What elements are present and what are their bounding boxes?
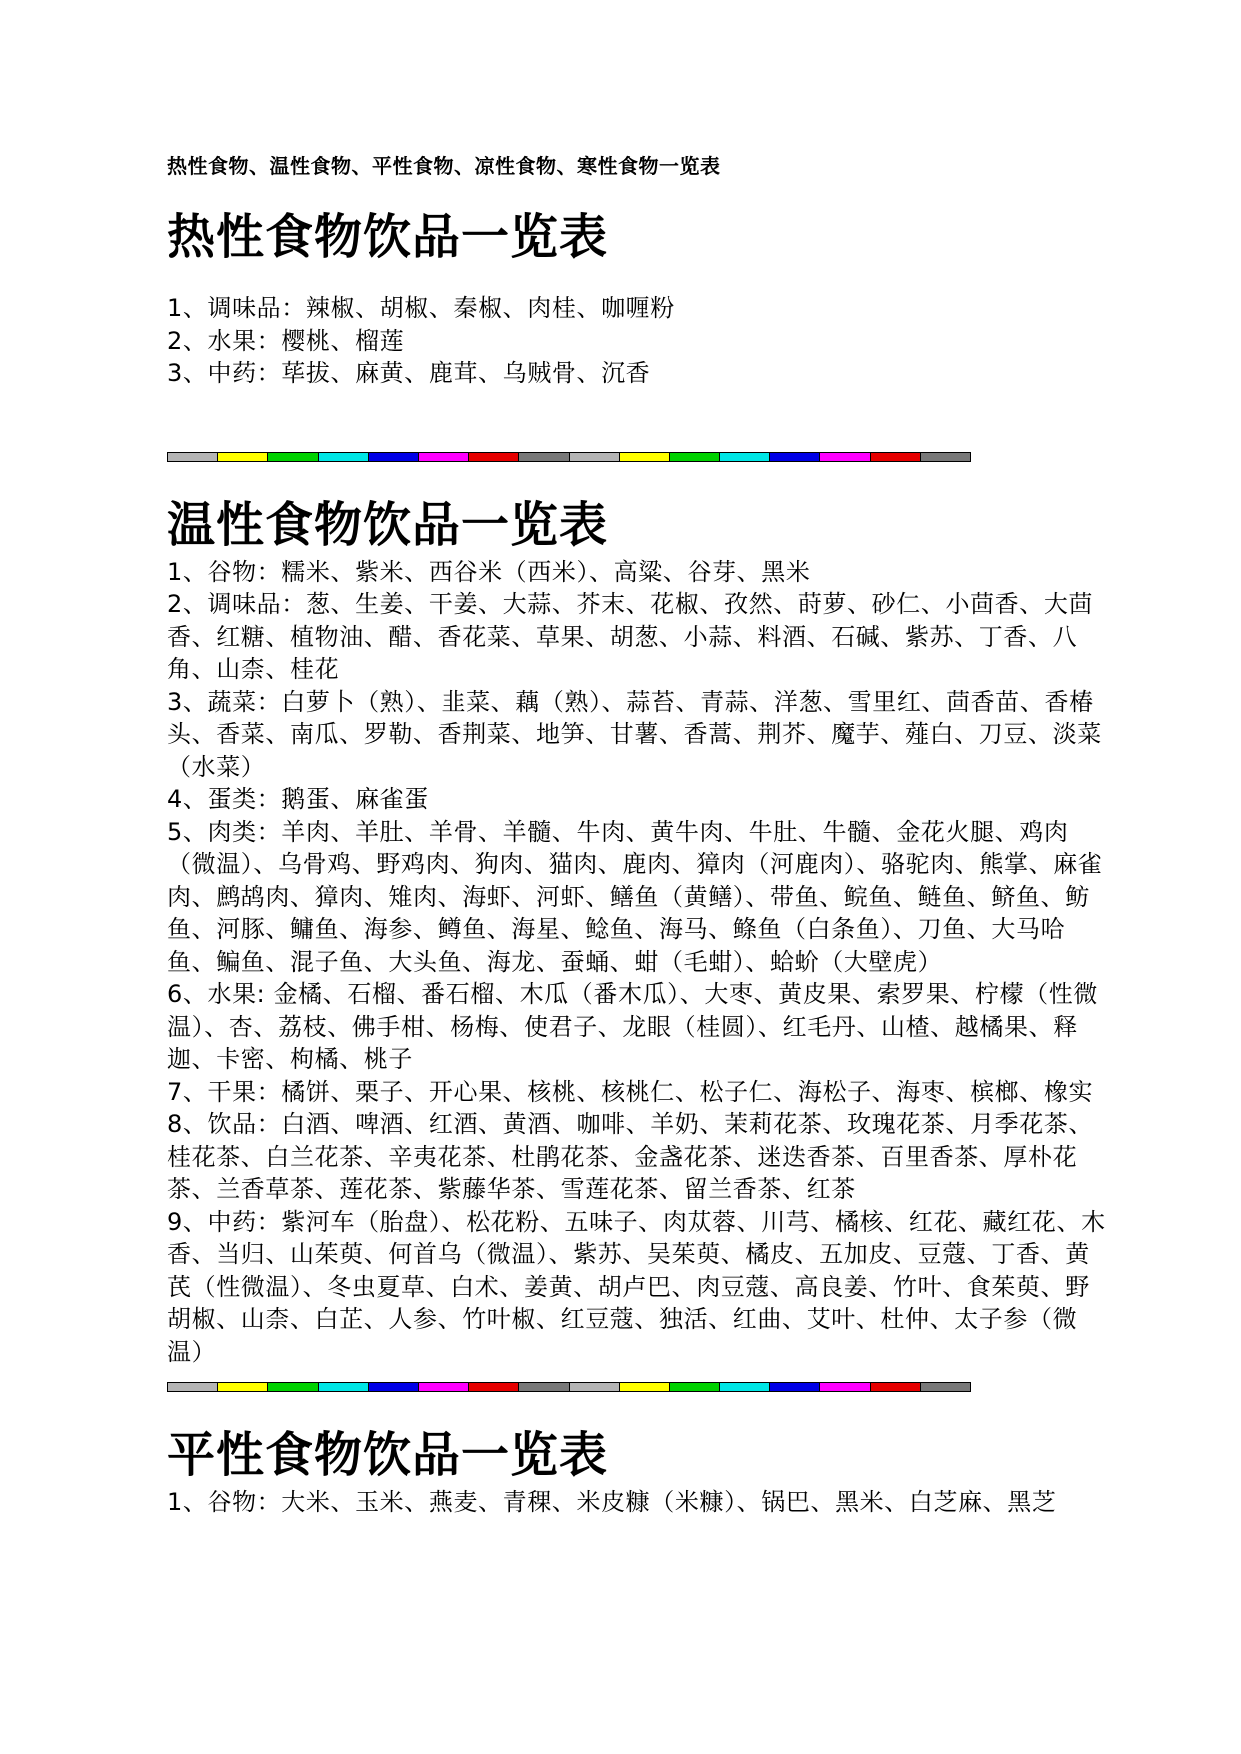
list-item: 6、水果: 金橘、石榴、番石榴、木瓜（番木瓜）、大枣、黄皮果、索罗果、柠檬（性微温）、杏、荔枝、佛手柑、杨梅、使君子、龙眼（桂圆）、红毛丹、山楂、越橘果、释迦、卡密、枸橘、桃子 xyxy=(167,980,1098,1073)
section-list-warm xyxy=(167,556,1107,1369)
divider-segment xyxy=(620,1383,670,1391)
divider-segment xyxy=(168,453,218,461)
divider-segment xyxy=(770,453,820,461)
divider-segment xyxy=(570,1383,620,1391)
section-heading-hot: 热性食物饮品一览表 xyxy=(167,209,609,265)
divider-segment xyxy=(820,1383,870,1391)
divider-segment xyxy=(570,453,620,461)
list-item: 8、饮品：白酒、啤酒、红酒、黄酒、咖啡、羊奶、茉莉花茶、玫瑰花茶、月季花茶、桂花茶、白兰花茶、辛夷花茶、杜鹃花茶、金盏花茶、迷迭香茶、百里香茶、厚朴花茶、兰香草茶、莲花茶、紫藤华茶、雪莲花茶、留兰香茶、红茶 xyxy=(167,1110,1094,1203)
document-page xyxy=(167,148,1107,1519)
list-item: 2、水果：樱桃、榴莲 xyxy=(167,326,405,355)
divider-segment xyxy=(268,1383,318,1391)
divider-segment xyxy=(218,453,268,461)
divider-segment xyxy=(620,453,670,461)
divider-segment xyxy=(720,453,770,461)
divider-segment xyxy=(720,1383,770,1391)
divider-segment xyxy=(921,453,970,461)
section-heading-warm: 温性食物饮品一览表 xyxy=(167,496,609,553)
list-item: 1、调味品：辣椒、胡椒、秦椒、肉桂、咖喱粉 xyxy=(167,294,675,322)
color-divider xyxy=(167,1382,971,1392)
divider-segment xyxy=(469,1383,519,1391)
divider-segment xyxy=(419,453,469,461)
divider-segment xyxy=(319,1383,369,1391)
list-item: 4、蛋类：鹅蛋、麻雀蛋 xyxy=(167,785,429,813)
section-heading-neutral: 平性食物饮品一览表 xyxy=(167,1427,609,1483)
divider-segment xyxy=(519,1383,569,1391)
list-item: 3、蔬菜：白萝卜（熟）、韭菜、藕（熟）、蒜苔、青蒜、洋葱、雪里红、茴香苗、香椿头、香菜、南瓜、罗勒、香荆菜、地笋、甘薯、香蒿、荆芥、魔芋、薤白、刀豆、淡菜（水菜） xyxy=(167,687,1102,781)
divider-segment xyxy=(519,453,569,461)
list-item: 7、干果：橘饼、栗子、开心果、核桃、核桃仁、松子仁、海松子、海枣、槟榔、橡实 xyxy=(167,1077,1094,1106)
divider-segment xyxy=(921,1383,970,1391)
divider-segment xyxy=(871,1383,921,1391)
divider-segment xyxy=(168,1383,218,1391)
divider-segment xyxy=(670,1383,720,1391)
document-title: 热性食物、温性食物、平性食物、凉性食物、寒性食物一览表 xyxy=(167,154,721,178)
divider-segment xyxy=(871,453,921,461)
divider-segment xyxy=(670,453,720,461)
divider-segment xyxy=(319,453,369,461)
section-list-hot xyxy=(167,292,1107,390)
list-item: 1、谷物：大米、玉米、燕麦、青稞、米皮糠（米糠）、锅巴、黑米、白芝麻、黑芝 xyxy=(167,1488,1057,1516)
divider-segment xyxy=(469,453,519,461)
divider-segment xyxy=(218,1383,268,1391)
divider-segment xyxy=(820,453,870,461)
divider-segment xyxy=(369,1383,419,1391)
list-item: 5、肉类：羊肉、羊肚、羊骨、羊髓、牛肉、黄牛肉、牛肚、牛髓、金花火腿、鸡肉（微温）、乌骨鸡、野鸡肉、狗肉、猫肉、鹿肉、獐肉（河鹿肉）、骆驼肉、熊掌、麻雀肉、鹧鸪肉、獐肉、雉肉、海虾、河虾、鳝鱼（黄鳝）、带鱼、鲩鱼、鲢鱼、鲚鱼、鲂鱼、河豚、鳙鱼、海参、鳟鱼、海星、鲶鱼、海马、鲦鱼（白条鱼）、刀鱼、大马哈鱼、鳊鱼、混子鱼、大头鱼、海龙、蚕蛹、蚶（毛蚶）、蛤蚧（大壁虎） xyxy=(167,817,1103,976)
section-list-neutral xyxy=(167,1486,1107,1519)
list-item: 9、中药：紫河车（胎盘）、松花粉、五味子、肉苁蓉、川芎、橘核、红花、藏红花、木香、当归、山茱萸、何首乌（微温）、紫苏、吴茱萸、橘皮、五加皮、豆蔻、丁香、黄芪（性微温）、冬虫夏草、白术、姜黄、胡卢巴、肉豆蔻、高良姜、竹叶、食茱萸、野胡椒、山柰、白芷、人参、竹叶椒、红豆蔻、独活、红曲、艾叶、杜仲、太子参（微温） xyxy=(167,1207,1106,1366)
divider-segment xyxy=(419,1383,469,1391)
list-item: 2、调味品：葱、生姜、干姜、大蒜、芥末、花椒、孜然、莳萝、砂仁、小茴香、大茴香、红糖、植物油、醋、香花菜、草果、胡葱、小蒜、料酒、石碱、紫苏、丁香、八角、山柰、桂花 xyxy=(167,590,1094,683)
list-item: 1、谷物：糯米、紫米、西谷米（西米）、高粱、谷芽、黑米 xyxy=(167,557,811,586)
divider-segment xyxy=(369,453,419,461)
color-divider xyxy=(167,452,971,462)
divider-segment xyxy=(770,1383,820,1391)
divider-segment xyxy=(268,453,318,461)
list-item: 3、中药：荜拔、麻黄、鹿茸、乌贼骨、沉香 xyxy=(167,359,651,387)
